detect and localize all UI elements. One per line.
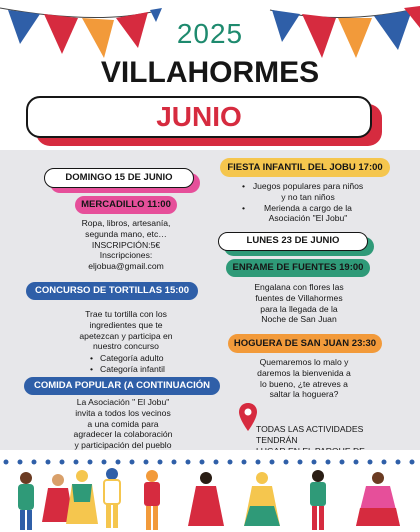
mercadillo-details [55, 218, 197, 272]
enrame-line: Noche de San Juan [261, 314, 337, 325]
tortillas-line: apetezcan y participa en [79, 330, 173, 341]
date-pill-monday: LUNES 23 DE JUNIO [218, 232, 368, 251]
comida-line: y participación del pueblo [74, 440, 172, 451]
location-line: TODAS LAS ACTIVIDADES TENDRÁN [256, 424, 364, 445]
hoguera-line: daremos la bienvenida a [257, 367, 351, 378]
hoguera-line: saltar la hoguera? [269, 389, 339, 400]
enrame-line: Engalana con flores las [254, 282, 344, 292]
comida-line: La Asociación " El Jobu" [76, 397, 170, 407]
event-year: 2025 [176, 18, 244, 49]
comida-pill: COMIDA POPULAR (A CONTINUACIÓN [24, 377, 220, 395]
fiesta-details [252, 181, 364, 224]
month-banner: JUNIO [26, 96, 372, 138]
comida-line: agradecer la colaboración [73, 429, 173, 440]
map-pin-icon [238, 402, 258, 432]
tortillas-pill: CONCURSO DE TORTILLAS 15:00 [26, 282, 198, 300]
tortillas-details [55, 309, 197, 352]
hoguera-line: lo bueno, ¿te atreves a [260, 378, 348, 389]
mercadillo-line: segunda mano, etc… [85, 228, 167, 239]
tortillas-categories [100, 353, 210, 375]
hoguera-pill: HOGUERA DE SAN JUAN 23:30 [228, 334, 382, 353]
mercadillo-line: Ropa, libros, artesanía, [81, 218, 171, 228]
dancing-people-illustration [0, 450, 420, 532]
tortillas-line: ingredientes que te [89, 319, 163, 330]
mercadillo-line: eljobua@gmail.com [88, 261, 164, 272]
tortillas-line: nuestro concurso [93, 341, 159, 352]
comida-line: invita a todos los vecinos [75, 407, 171, 418]
category-item: • Categoría adulto [100, 353, 210, 364]
enrame-line: fuentes de Villahormes [255, 292, 343, 303]
category-item: • Categoría infantil [100, 364, 210, 375]
fiesta-item: • Merienda a cargo de la Asociación "El Jobu" [252, 203, 364, 225]
fiesta-item: • Juegos populares para niños y no tan niños [252, 181, 364, 203]
mercadillo-pill: MERCADILLO 11:00 [75, 196, 177, 214]
mercadillo-line: Inscripciones: [99, 250, 153, 261]
enrame-line: para la llegada de la [260, 303, 338, 314]
comida-details [48, 397, 198, 451]
comida-line: a una comida para [87, 418, 159, 429]
hoguera-details [244, 357, 364, 400]
enrame-pill: ENRAME DE FUENTES 19:00 [226, 259, 370, 277]
town-title: VILLAHORMES [100, 56, 320, 89]
mercadillo-line: INSCRIPCIÓN:5€ [91, 239, 161, 250]
tortillas-line: Trae tu tortilla con los [85, 309, 167, 319]
fiesta-pill: FIESTA INFANTIL DEL JOBU 17:00 [220, 158, 390, 177]
date-pill-sunday-label: DOMINGO 15 DE JUNIO [44, 168, 194, 188]
hoguera-line: Quemaremos lo malo y [259, 357, 349, 367]
enrame-details [236, 282, 362, 325]
